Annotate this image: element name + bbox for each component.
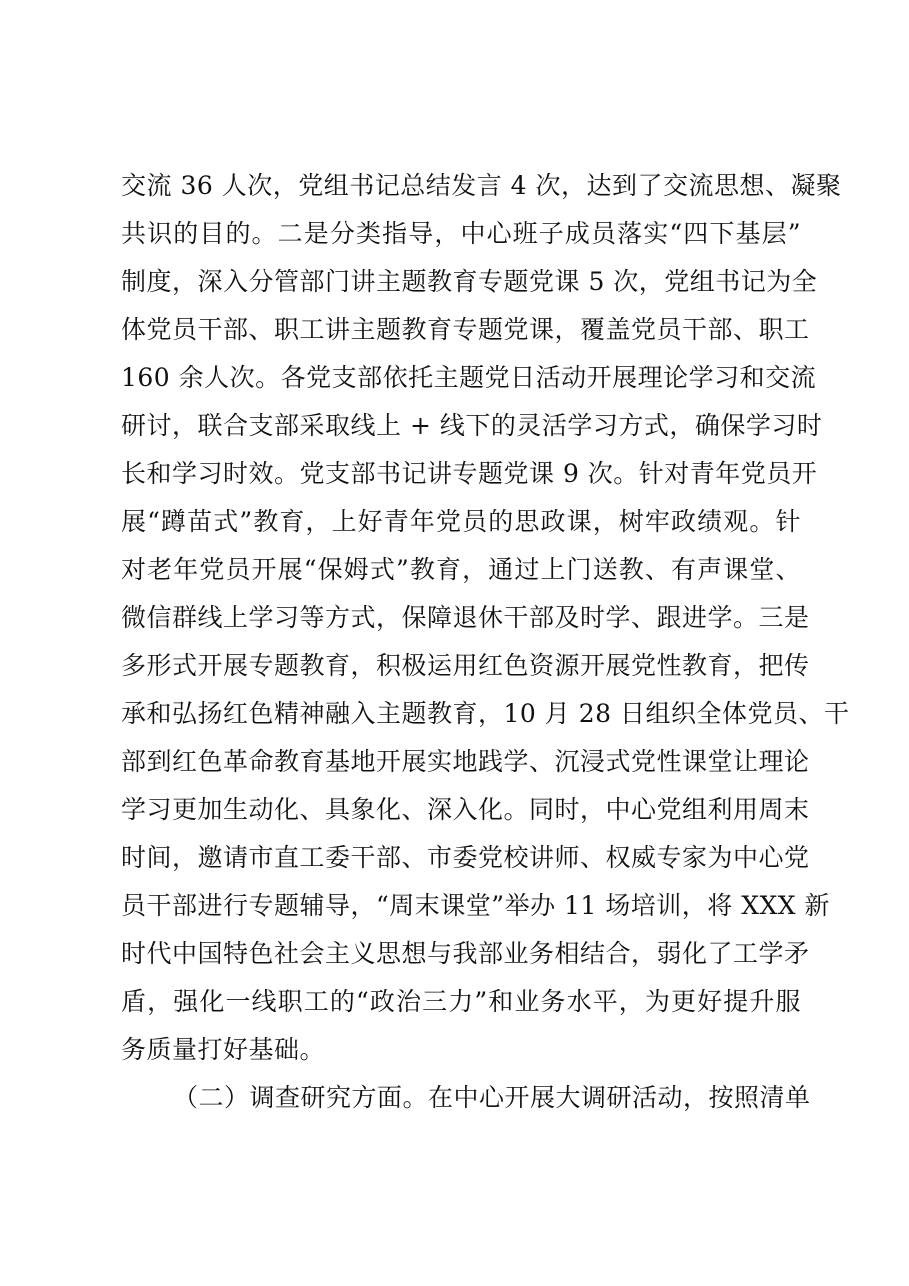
document-body [121, 162, 850, 1122]
paragraph-end-line: 务质量打好基础。 [121, 1035, 326, 1064]
text-line: 部到红色革命教育基地开展实地践学、沉浸式党性课堂让理论 [121, 747, 810, 776]
text-line: 体党员干部、职工讲主题教育专题党课，覆盖党员干部、职工 [121, 315, 810, 344]
text-line: 多形式开展专题教育，积极运用红色资源开展党性教育，把传 [121, 651, 810, 680]
text-line: 制度，深入分管部门讲主题教育专题党课 5 次，党组书记为全 [121, 267, 818, 296]
text-line: 共识的目的。二是分类指导，中心班子成员落实“四下基层” [121, 219, 801, 248]
text-line: 研讨，联合支部采取线上 + 线下的灵活学习方式，确保学习时 [121, 411, 823, 440]
text-line: 展“蹲苗式”教育，上好青年党员的思政课，树牢政绩观。针 [121, 507, 801, 536]
text-line: 学习更加生动化、具象化、深入化。同时，中心党组利用周末 [121, 795, 810, 824]
text-line: 时代中国特色社会主义思想与我部业务相结合，弱化了工学矛 [121, 939, 810, 968]
text-line: 交流 36 人次，党组书记总结发言 4 次，达到了交流思想、凝聚 [121, 171, 842, 200]
section-heading-line: （二）调查研究方面。在中心开展大调研活动，按照清单 [173, 1083, 811, 1112]
text-line: 长和学习时效。党支部书记讲专题党课 9 次。针对青年党员开 [121, 459, 818, 488]
text-line: 员干部进行专题辅导，“周末课堂”举办 11 场培训，将 XXX 新 [121, 891, 831, 920]
text-line: 对老年党员开展“保姆式”教育，通过上门送教、有声课堂、 [121, 555, 801, 584]
text-line: 盾，强化一线职工的“政治三力”和业务水平，为更好提升服 [121, 987, 801, 1016]
text-line: 时间，邀请市直工委干部、市委党校讲师、权威专家为中心党 [121, 843, 810, 872]
text-line: 承和弘扬红色精神融入主题教育，10 月 28 日组织全体党员、干 [121, 699, 850, 728]
text-line: 微信群线上学习等方式，保障退休干部及时学、跟进学。三是 [121, 603, 810, 632]
text-line: 160 余人次。各党支部依托主题党日活动开展理论学习和交流 [121, 363, 817, 392]
